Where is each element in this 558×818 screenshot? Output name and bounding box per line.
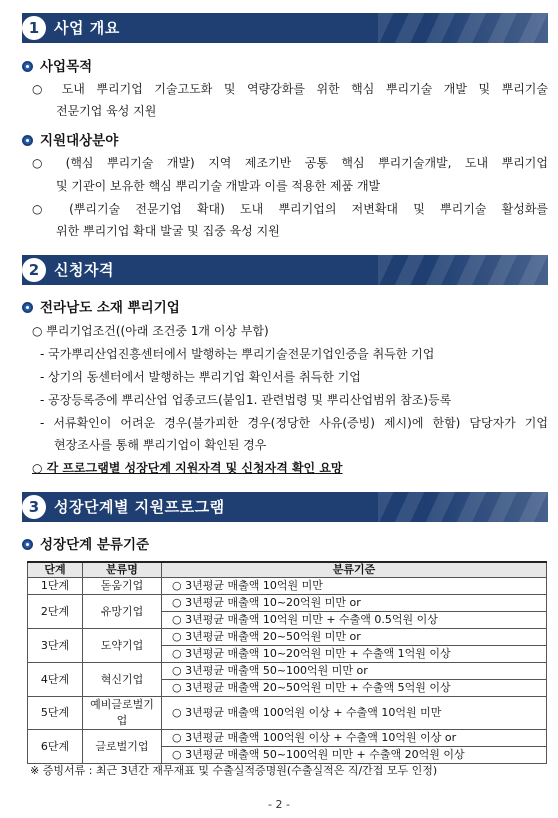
subheading-purpose: 사업목적 [22, 58, 92, 76]
criteria-cell: ○ 3년평균 매출액 100억원 이상 + 수출액 10억원 이상 or [162, 730, 547, 747]
table-body [28, 578, 547, 764]
list-item: - 국가뿌리산업진흥센터에서 발행하는 뿌리기술전문기업인증을 취득한 기업 [40, 347, 435, 361]
criteria-cell: ○ 3년평균 매출액 10~20억원 미만 + 수출액 1억원 이상 [162, 646, 547, 663]
subheading-jeonnam-company: 전라남도 소재 뿌리기업 [22, 299, 180, 317]
table-row [28, 730, 547, 747]
category-name-cell: 도약기업 [83, 629, 162, 663]
growth-stage-table [27, 561, 547, 764]
section-number: 3 [22, 495, 46, 519]
criteria-cell: ○ 3년평균 매출액 10~20억원 미만 or [162, 595, 547, 612]
criteria-cell: ○ 3년평균 매출액 50~100억원 미만 or [162, 663, 547, 680]
subheading-growth-stage: 성장단계 분류기준 [22, 536, 149, 554]
paragraph-line: 및 기관이 보유한 핵심 뿌리기술 개발과 이를 적용한 제품 개발 [56, 179, 381, 193]
criteria-cell: ○ 3년평균 매출액 10억원 미만 + 수출액 0.5억원 이상 [162, 612, 547, 629]
list-item: - 공장등록증에 뿌리산업 업종코드(붙임1. 관련법령 및 뿌리산업범위 참조)등록 [40, 393, 452, 407]
column-header: 분류기준 [162, 562, 547, 578]
category-name-cell: 글로벌기업 [83, 730, 162, 764]
paragraph-line: 위한 뿌리기업 확대 발굴 및 집중 육성 지원 [56, 224, 280, 238]
paragraph-line: ○ (핵심 뿌리기술 개발) 지역 제조기반 공통 핵심 뿌리기술개발, 도내 뿌리기업 [32, 156, 548, 170]
list-item: - 서류확인이 어려운 경우(불가피한 경우(정당한 사유(증빙) 제시)에 한함) 담당자가 기업 [40, 416, 548, 430]
paragraph-line: ○ 뿌리기업조건((아래 조건중 1개 이상 부합) [32, 324, 269, 338]
column-header: 분류명 [83, 562, 162, 578]
section-header-1 [22, 13, 548, 43]
section-header-2 [22, 255, 548, 285]
section-title: 성장단계별 지원프로그램 [54, 498, 225, 516]
column-header: 단계 [28, 562, 83, 578]
notice-line: ○ 각 프로그램별 성장단계 지원자격 및 신청자격 확인 요망 [32, 461, 343, 475]
criteria-cell: ○ 3년평균 매출액 10억원 미만 [162, 578, 547, 595]
table-row [28, 578, 547, 595]
table-header-row [28, 562, 547, 578]
table-row [28, 595, 547, 612]
bullet-circle-icon [22, 539, 33, 550]
stage-cell: 6단계 [28, 730, 83, 764]
bullet-circle-icon [22, 61, 33, 72]
criteria-cell: ○ 3년평균 매출액 100억원 이상 + 수출액 10억원 미만 [162, 697, 547, 730]
stage-cell: 1단계 [28, 578, 83, 595]
paragraph-line: ○ (뿌리기술 전문기업 확대) 도내 뿌리기업의 저변확대 및 뿌리기술 활성화를 [32, 202, 548, 216]
category-name-cell: 돋움기업 [83, 578, 162, 595]
section-header-3 [22, 492, 548, 522]
criteria-cell: ○ 3년평균 매출액 20~50억원 미만 + 수출액 5억원 이상 [162, 680, 547, 697]
section-title: 사업 개요 [54, 19, 120, 37]
table-row [28, 697, 547, 730]
table-row [28, 629, 547, 646]
category-name-cell: 유망기업 [83, 595, 162, 629]
list-item-continued: 현장조사를 통해 뿌리기업이 확인된 경우 [54, 438, 267, 452]
stage-cell: 4단계 [28, 663, 83, 697]
stage-cell: 5단계 [28, 697, 83, 730]
stage-cell: 2단계 [28, 595, 83, 629]
stage-cell: 3단계 [28, 629, 83, 663]
category-name-cell: 혁신기업 [83, 663, 162, 697]
section-number: 1 [22, 16, 46, 40]
paragraph-line: ○ 도내 뿌리기업 기술고도화 및 역량강화를 위한 핵심 뿌리기술 개발 및 뿌리기술 [32, 82, 548, 96]
subheading-target-field: 지원대상분야 [22, 132, 118, 150]
list-item: - 상기의 동센터에서 발행하는 뿌리기업 확인서를 취득한 기업 [40, 370, 361, 384]
bullet-circle-icon [22, 135, 33, 146]
criteria-cell: ○ 3년평균 매출액 20~50억원 미만 or [162, 629, 547, 646]
section-number: 2 [22, 258, 46, 282]
footnote: ※ 증빙서류 : 최근 3년간 재무재표 및 수출실적증명원(수출실적은 직/간접 모두 인정) [30, 764, 438, 777]
paragraph-line: 전문기업 육성 지원 [56, 104, 157, 118]
criteria-cell: ○ 3년평균 매출액 50~100억원 미만 + 수출액 20억원 이상 [162, 747, 547, 764]
section-title: 신청자격 [54, 261, 114, 279]
bullet-circle-icon [22, 302, 33, 313]
category-name-cell: 예비글로벌기업 [83, 697, 162, 730]
table-row [28, 663, 547, 680]
page-number: - 2 - [268, 798, 290, 811]
